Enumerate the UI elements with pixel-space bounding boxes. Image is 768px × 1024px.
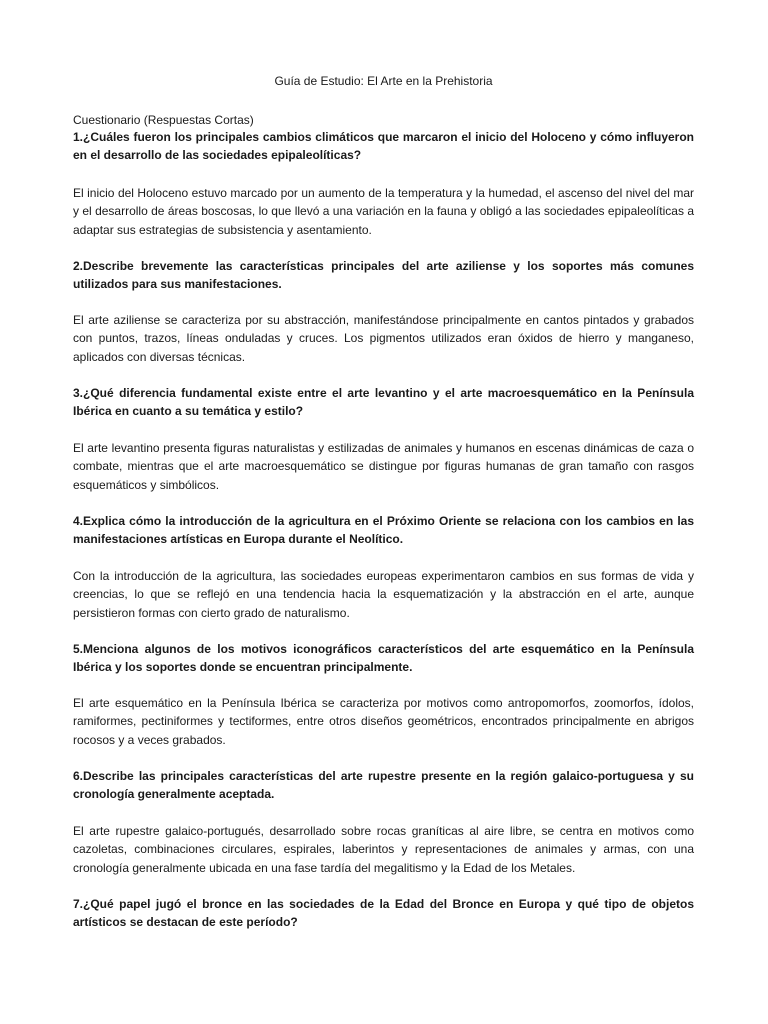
question-3: 3.¿Qué diferencia fundamental existe entre el arte levantino y el arte macroesquemático en la Península Ibérica en cuanto a su temática y estilo? [73, 386, 694, 419]
answer-3: El arte levantino presenta figuras naturalistas y estilizadas de animales y humanos en escenas dinámicas de caza o combate, mientras que el arte macroesquemático se distingue por figuras humanas de gran tamaño con rasgos esquemáticos y simbólicos. [73, 441, 694, 492]
question-6: 6.Describe las principales características del arte rupestre presente en la región galaico-portuguesa y su cronología generalmente aceptada. [73, 769, 694, 802]
question-1: 1.¿Cuáles fueron los principales cambios climáticos que marcaron el inicio del Holoceno y cómo influyeron en el desarrollo de las sociedades epipaleolíticas? [73, 130, 694, 163]
question-2: 2.Describe brevemente las características principales del arte aziliense y los soportes más comunes utilizados para sus manifestaciones. [73, 259, 694, 292]
question-7: 7.¿Qué papel jugó el bronce en las sociedades de la Edad del Bronce en Europa y qué tipo de objetos artísticos se destacan de este período? [73, 897, 694, 930]
answer-6: El arte rupestre galaico-portugués, desarrollado sobre rocas graníticas al aire libre, se centra en motivos como cazoletas, combinaciones circulares, espirales, laberintos y representaciones de animales y armas, con una cronología generalmente ubicada en una fase tardía del megalitismo y la Edad de los Metales. [73, 824, 694, 875]
answer-5: El arte esquemático en la Península Ibérica se caracteriza por motivos como antropomorfos, zoomorfos, ídolos, ramiformes, pectiniformes y tectiformes, entre otros diseños geométricos, encontrados principalmente en abrigos rocosos y a veces grabados. [73, 696, 694, 747]
answer-1: El inicio del Holoceno estuvo marcado por un aumento de la temperatura y la humedad, el ascenso del nivel del mar y el desarrollo de áreas boscosas, lo que llevó a una variación en la fauna y obligó a las sociedades epipaleolíticas a adaptar sus estrategias de subsistencia y asentamiento. [73, 186, 694, 237]
answer-4: Con la introducción de la agricultura, las sociedades europeas experimentaron cambios en sus formas de vida y creencias, lo que se reflejó en una tendencia hacia la esquematización y la abstracción en el arte, aunque persistieron formas con cierto grado de naturalismo. [73, 569, 694, 620]
document-title: Guía de Estudio: El Arte en la Prehistoria [274, 74, 493, 88]
question-4: 4.Explica cómo la introducción de la agricultura en el Próximo Oriente se relaciona con los cambios en las manifestaciones artísticas en Europa durante el Neolítico. [73, 514, 694, 547]
section-subtitle: Cuestionario (Respuestas Cortas) [73, 113, 254, 127]
question-5: 5.Menciona algunos de los motivos iconográficos característicos del arte esquemático en la Península Ibérica y los soportes donde se encuentran principalmente. [73, 642, 694, 675]
answer-2: El arte aziliense se caracteriza por su abstracción, manifestándose principalmente en cantos pintados y grabados con puntos, trazos, líneas onduladas y cruces. Los pigmentos utilizados eran óxidos de hierro y manganeso, aplicados con diversas técnicas. [73, 313, 694, 364]
